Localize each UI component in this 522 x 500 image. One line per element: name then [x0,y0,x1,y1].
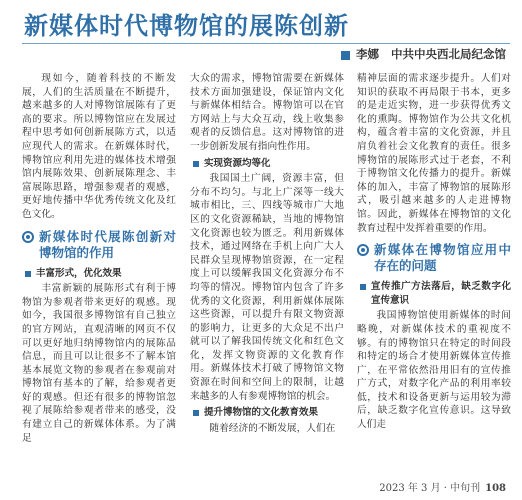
section-heading [357,242,511,274]
section-heading [22,229,176,261]
paragraph: 我国博物馆使用新媒体的时间略晚，对新媒体技术的重视度不够。有的博物馆只在特定的时间段和特定的场合才使用新媒体宣传推广，在平常依然沿用旧有的宣传推广方式，对数字化产品的利用率较低，技术和设备更新与运用较为滞后，缺乏数字化宣传意识。这导致人们走 [357,310,511,431]
subheading: 实现资源均等化 [190,157,344,171]
paragraph: 精神层面的需求逐步提升。人们对知识的获取不再局限于书本，更多的是走近实物，进一步获得优秀文化的熏陶。博物馆作为公共文化机构，蕴含着丰富的文化资源，并且肩负着社会文化教育的责任。很多博物馆的展陈形式过于老套，不利于博物馆文化传播力的提升。新媒体的加入，丰富了博物馆的展陈形式，吸引越来越多的人走进博物馆。因此，新媒体在博物馆的文化教育过程中发挥着重要的作用。 [357,73,511,234]
title-rule [22,43,510,44]
issue-info: 2023 年 3 月 · 中旬刊 [379,483,481,494]
article-title: 新媒体时代博物馆的展陈创新 [24,12,349,40]
author-affiliation: 中共中央西北局纪念馆 [391,47,506,61]
page-number: 108 [485,483,506,494]
column-3 [357,72,511,432]
section-bullet-icon [22,231,34,243]
page-footer [379,479,506,494]
section-bullet-icon [357,244,369,256]
column-2 [190,72,344,435]
author-name: 李娜 [356,47,379,61]
paragraph: 丰富新颖的展陈形式有利于博物馆为参观者带来更好的观感。现如今，我国很多博物馆有自己独立的官方网站，直观清晰的网页不仅可以更好地归纳博物馆内的展陈品信息，而且可以让很多不了解本馆基本展览文物的参观者在参观前对博物馆有基本的了解，给参观者更好的观感。但还有很多的博物馆忽视了展陈给参观者带来的感受，没有建立自己的新媒体体系。为了满足 [22,283,176,444]
section-heading-text: 新媒体在博物馆应用中存在的问题 [374,242,511,274]
subheading: 提升博物馆的文化教育效果 [190,406,344,420]
section-heading-text: 新媒体时代展陈创新对博物馆的作用 [39,228,176,260]
subheading: 丰富形式，优化效果 [22,267,176,281]
byline-square-icon [341,51,350,60]
paragraph: 大众的需求，博物馆需要在新媒体技术方面加强建设，保证馆内文化与新媒体相结合。博物馆可以在官方网站上与大众互动，线上收集参观者的反馈信息。这对博物馆的进一步创新发展有指向性作用。 [190,73,344,152]
column-1 [22,72,176,445]
paragraph: 随着经济的不断发展，人们在 [209,422,336,434]
paragraph: 我国国土广阔，资源丰富，但分布不均匀。与北上广深等一线大城市相比，三、四线等城市广大地区的文化资源稀缺，当地的博物馆文化资源也较为匮乏。利用新媒体技术，通过网络在手机上向广大人民群众呈现博物馆资源，在一定程度上可以缓解我国文化资源分布不均等的情况。博物馆内包含了许多优秀的文化资源，利用新媒体展陈这些资源，可以提升有限文物资源的影响力，让更多的大众足不出户就可以了解我国传统文化和红色文化，发挥文物资源的文化教育作用。新媒体技术打破了博物馆文物资源在时间和空间上的限制，让越来越多的人有参观博物馆的机会。 [190,173,344,402]
subheading: 宣传推广方法落后，缺乏数字化宣传意识 [357,280,511,307]
paragraph: 现如今，随着科技的不断发展，人们的生活质量在不断提升，越来越多的人对博物馆展陈有了更高的要求。所以博物馆应在发展过程中思考如何创新展陈方式，以适应现代人的需求。在新媒体时代，博物馆应利用先进的媒体技术增强馆内展陈效果、创新展陈理念、丰富展陈思路，增强参观者的观感，更好地传播中华优秀传统文化及红色文化。 [22,73,176,220]
byline [341,46,506,62]
